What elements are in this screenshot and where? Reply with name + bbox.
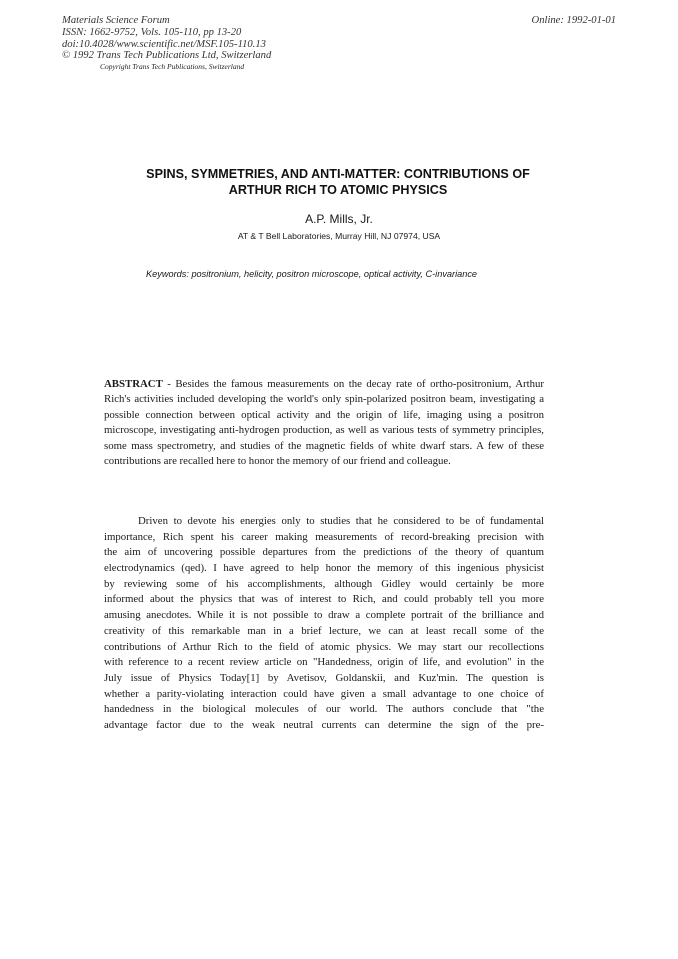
- body-line: by reviewing some of his accomplishments, although Gidley would certainly be more: [104, 577, 544, 590]
- body-line: July issue of Physics Today[1] by Avetisov, Goldanskii, and Kuz'min. The question is: [104, 671, 544, 684]
- abstract-heading: ABSTRACT: [104, 378, 163, 390]
- body-line: advantage factor due to the weak neutral currents can determine the sign of the pre-: [104, 718, 544, 731]
- body-line: electrodynamics (qed). I have agreed to help honor the memory of this ingenious physicist: [104, 562, 544, 575]
- body-line: creativity of this remarkable man in a brief lecture, we can at least recall some of the: [104, 624, 544, 637]
- title-line-2: ARTHUR RICH TO ATOMIC PHYSICS: [228, 183, 448, 197]
- abstract-text: - Besides the famous measurements on the decay rate of ortho-positronium, Arthur Rich's activities included developing the world's only spin-polarized positron beam, investigating a possible connection between optical activity and the origin of life, imaging using a positron microscope, investigating anti-hydrogen production, as well as various tests of symmetry principles, some mass spectrometry, and studies of the magnetic fields of white dwarf stars. A few of these contributions are recalled here to honor the memory of our friend and colleague.: [104, 378, 544, 468]
- body-line: contributions of Arthur Rich to the field of atomic physics. We may start our recollections: [104, 640, 544, 653]
- body-line: amusing anecdotes. While it is not possible to draw a complete portrait of the brilliance and: [104, 609, 544, 622]
- copyright-small: Copyright Trans Tech Publications, Switzerland: [100, 62, 245, 72]
- paper-title: [90, 166, 586, 198]
- body-line: informed about the physics that was of interest to Rich, and could probably tell you more: [104, 593, 544, 606]
- copyright-line: © 1992 Trans Tech Publications Ltd, Switzerland: [62, 50, 272, 62]
- body-line: the aim of uncovering possible departures from the predictions of the theory of quantum: [104, 546, 544, 559]
- body-line: Driven to devote his energies only to studies that he considered to be of fundamental: [138, 515, 544, 527]
- online-date: Online: 1992-01-01: [531, 15, 616, 26]
- journal-name: Materials Science Forum: [62, 15, 170, 26]
- publication-metadata: [62, 15, 362, 71]
- author-name: A.P. Mills, Jr.: [305, 212, 373, 226]
- issn-line: ISSN: 1662-9752, Vols. 105-110, pp 13-20: [62, 26, 242, 38]
- body-paragraph: [104, 514, 544, 734]
- abstract: [104, 377, 544, 469]
- body-line: importance, Rich spent his career making measurements of record-breaking precision with: [104, 530, 544, 543]
- doi-link[interactable]: doi:10.4028/www.scientific.net/MSF.105-110.13: [62, 38, 266, 50]
- keywords: Keywords: positronium, helicity, positron microscope, optical activity, C-invariance: [146, 269, 478, 279]
- body-line: whether a parity-violating interaction could have given a small advantage to one choice of: [104, 687, 544, 700]
- author-affiliation: AT & T Bell Laboratories, Murray Hill, NJ 07974, USA: [237, 231, 441, 241]
- body-line: handedness in the biological molecules of our world. The authors conclude that "the: [104, 703, 544, 716]
- title-line-1: SPINS, SYMMETRIES, AND ANTI-MATTER: CONTRIBUTIONS OF: [146, 167, 530, 181]
- body-line: with reference to a recent review article on "Handedness, origin of life, and evolution" in the: [104, 656, 544, 669]
